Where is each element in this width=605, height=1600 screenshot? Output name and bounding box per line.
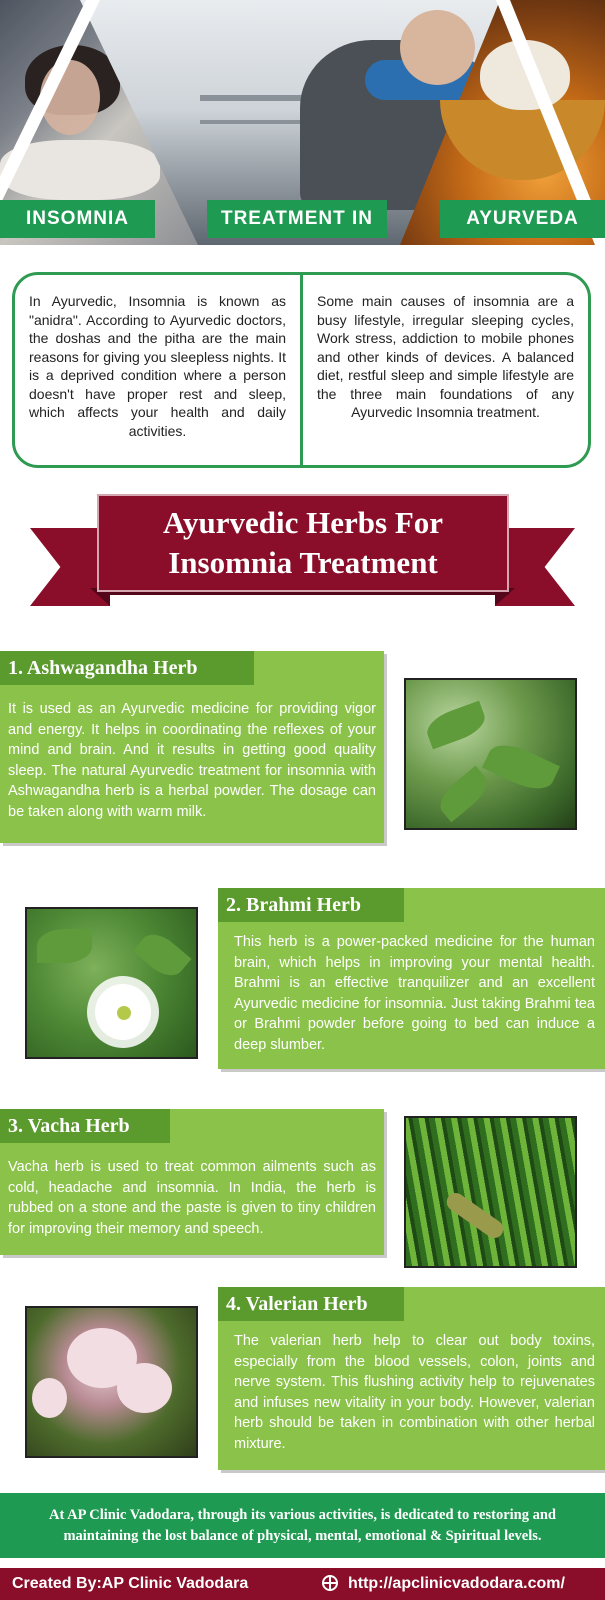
herb-card-valerian [218, 1287, 605, 1470]
intro-right-text: Some main causes of insomnia are a busy lifestyle, irregular sleeping cycles, Work stress, addiction to mobile phones and other kinds of devices. A balanced diet, restful sleep and simple lifestyle are the three main foundations of any Ayurvedic Insomnia treatment. [317, 293, 574, 420]
herb-card-brahmi [218, 888, 605, 1069]
herb-photo-vacha [404, 1116, 577, 1268]
intro-box [12, 272, 591, 468]
footer-statement: At AP Clinic Vadodara, through its various activities, is dedicated to restoring and maintaining the lost balance of physical, mental, emotional & Spiritual levels. [49, 1506, 556, 1544]
herb-title-vacha: 3. Vacha Herb [0, 1109, 170, 1143]
header-label-treatment: TREATMENT IN [207, 200, 387, 238]
header-label-ayurveda: AYURVEDA [440, 200, 605, 238]
herb-card-vacha [0, 1109, 384, 1255]
header-banner [0, 0, 605, 245]
footer-credit-bar [0, 1568, 605, 1600]
herb-card-ashwagandha [0, 651, 384, 843]
section-ribbon [97, 494, 509, 592]
herb-text-brahmi: This herb is a power-packed medicine for the human brain, which helps in improving your mental health. Brahmi is an effective tranquilizer and an excellent Ayurvedic medicine for insomnia. Just taking Brahmi tea or Brahmi powder before going to bed can induce a deep slumber. [234, 934, 595, 1053]
section-title: Ayurvedic Herbs For Insomnia Treatment [162, 505, 444, 580]
globe-icon [322, 1575, 338, 1591]
herb-text-valerian: The valerian herb help to clear out body toxins, especially from the blood vessels, colon, joints and nerve system. This flushing activity help to rejuvenates and infuses new vitality in your body. However, valerian herb should be taken in combination with other herbal mixture. [234, 1333, 595, 1452]
footer-credit: Created By:AP Clinic Vadodara [12, 1575, 249, 1592]
herb-title-brahmi: 2. Brahmi Herb [218, 888, 404, 922]
intro-left-text: In Ayurvedic, Insomnia is known as "anidra". According to Ayurvedic doctors, the doshas and the pitha are the main reasons for giving you sleepless nights. It is a deprived condition where a person doesn't have proper rest and sleep, which affects your health and daily activities. [29, 293, 286, 439]
footer-statement-band [0, 1493, 605, 1558]
herb-text-vacha: Vacha herb is used to treat common ailments such as cold, headache and insomnia. In India, the herb is rubbed on a stone and the paste is given to tiny children for improving their memory and speech. [8, 1159, 376, 1237]
herb-photo-ashwagandha [404, 678, 577, 830]
herb-title-ashwagandha: 1. Ashwagandha Herb [0, 651, 254, 685]
herb-text-ashwagandha: It is used as an Ayurvedic medicine for providing vigor and energy. It helps in coordinating the reflexes of your mind and brain. And it results in getting good quality sleep. The natural Ayurvedic treatment for insomnia with Ashwagandha herb is a herbal powder. The dosage can be taken along with warm milk. [8, 701, 376, 820]
header-label-insomnia: INSOMNIA [0, 200, 155, 238]
footer-url-link[interactable]: http://apclinicvadodara.com/ [348, 1575, 565, 1592]
herb-title-valerian: 4. Valerian Herb [218, 1287, 404, 1321]
herb-photo-brahmi [25, 907, 198, 1059]
herb-photo-valerian [25, 1306, 198, 1458]
